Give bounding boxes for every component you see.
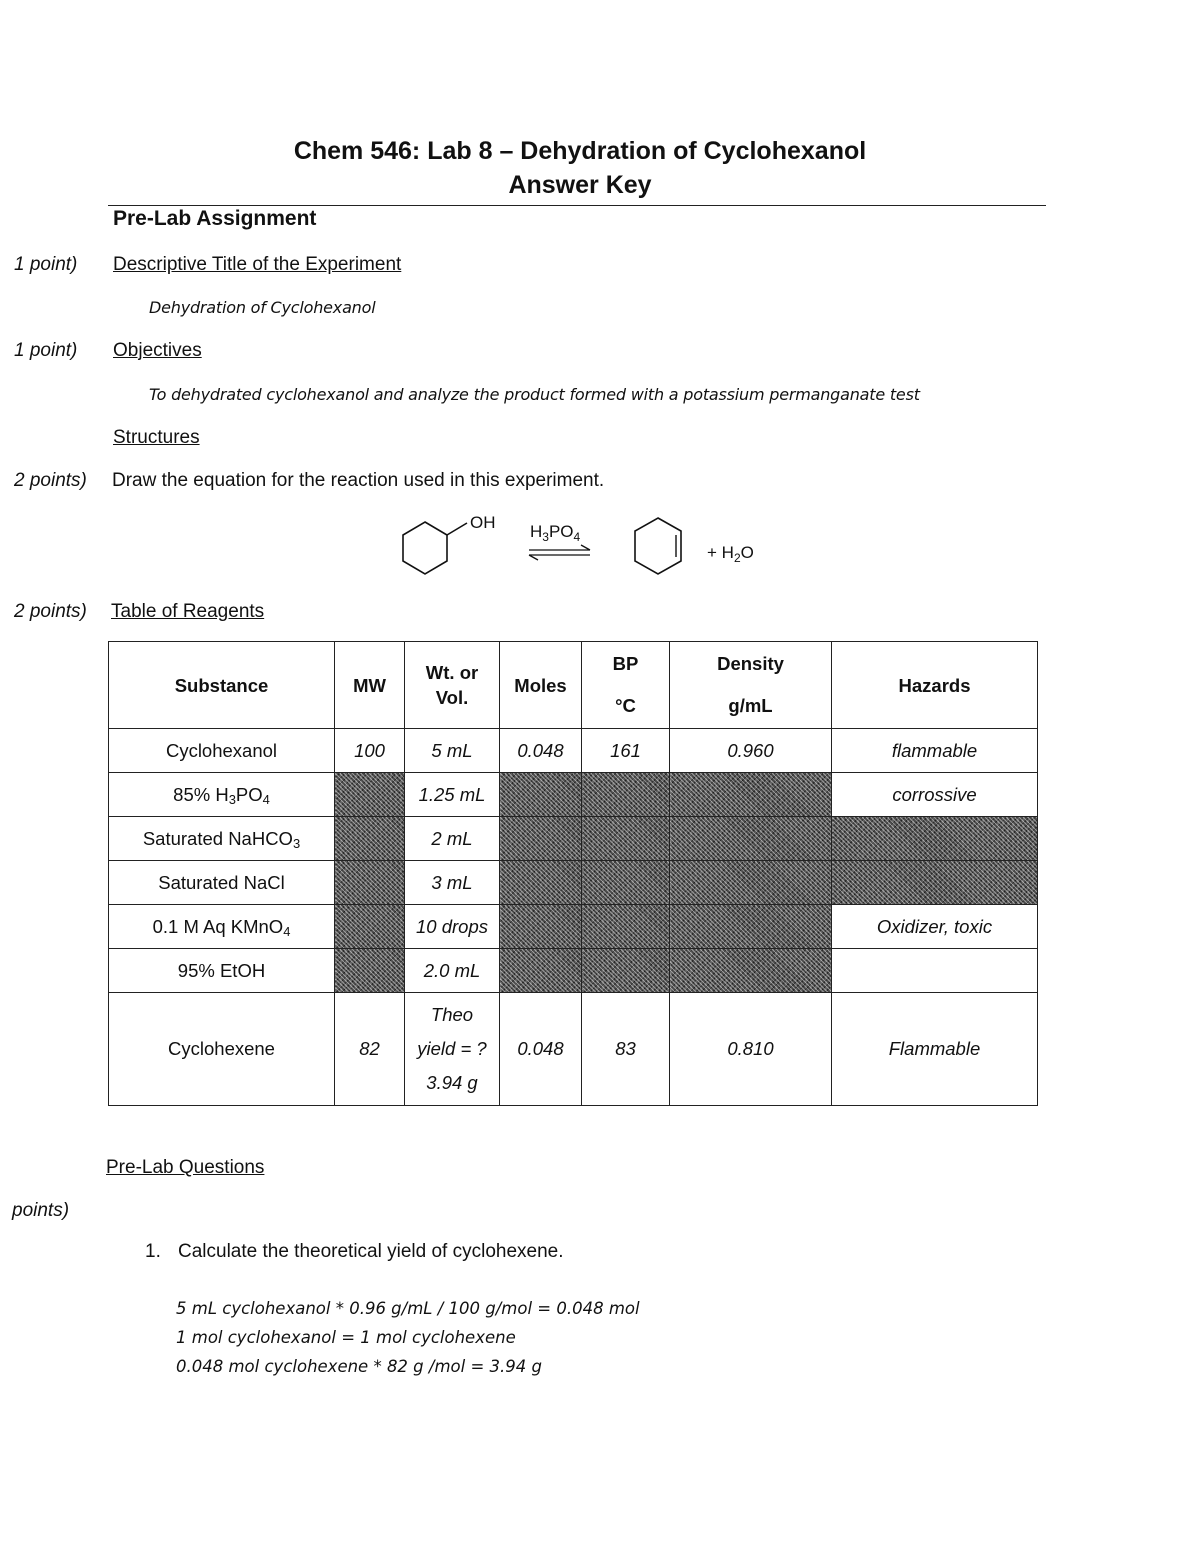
hazards-cell [832,949,1038,993]
reagents-table [108,641,1038,1106]
shaded-cell [582,773,670,817]
shaded-cell [670,817,832,861]
shaded-cell [500,949,582,993]
col-bp: BP °C [582,642,670,729]
questions-points: points) [12,1200,70,1221]
moles-cell: 0.048 [500,729,582,773]
col-substance: Substance [109,642,335,729]
shaded-cell [670,905,832,949]
table-row [109,949,1038,993]
shaded-cell [582,905,670,949]
wt-cell: 10 drops [405,905,500,949]
objectives-label: Objectives [113,340,202,361]
title-points: 1 point) [14,254,78,275]
catalyst-label: $H_3PO_4$ [530,522,581,544]
substance-cell: Cyclohexene [109,993,335,1106]
hazards-cell: Oxidizer, toxic [832,905,1038,949]
shaded-cell [500,905,582,949]
reagents-points: 2 points) [14,601,87,622]
table-row [109,861,1038,905]
equilibrium-arrow-head [581,545,590,550]
table-row [109,905,1038,949]
hazards-cell: Flammable [832,993,1038,1106]
water-byproduct: + $H_2O$ [707,543,754,565]
bp-cell: 161 [582,729,670,773]
shaded-cell [335,949,405,993]
col-wt-vol: Wt. or Vol. [405,642,500,729]
calc-line-2: 1 mol cyclohexanol = 1 mol cyclohexene [176,1328,516,1347]
shaded-cell [335,905,405,949]
moles-cell: 0.048 [500,993,582,1106]
col-hazards: Hazards [832,642,1038,729]
objectives-points: 1 point) [14,340,78,361]
col-density: Density g/mL [670,642,832,729]
shaded-cell [582,817,670,861]
shaded-cell [582,861,670,905]
table-row [109,817,1038,861]
shaded-cell [832,861,1038,905]
bp-cell: 83 [582,993,670,1106]
density-cell: 0.810 [670,993,832,1106]
substance-cell: 95% EtOH [109,949,335,993]
table-header-row [109,642,1038,729]
table-row [109,993,1038,1106]
page-title: Chem 546: Lab 8 – Dehydration of Cyclohexanol [293,137,867,165]
substance-cell: Saturated NaHCO$_3$ [109,817,335,861]
mw-cell: 82 [335,993,405,1106]
wt-cell: 3 mL [405,861,500,905]
col-moles: Moles [500,642,582,729]
questions-label: Pre-Lab Questions [106,1157,265,1178]
equilibrium-arrow-head-back [529,555,538,560]
page-subtitle: Answer Key [508,171,652,199]
shaded-cell [582,949,670,993]
oh-bond [447,523,467,535]
calc-line-1: 5 mL cyclohexanol * 0.96 g/mL / 100 g/mol = 0.048 mol [176,1299,640,1318]
reaction-scheme [395,505,795,585]
table-row [109,729,1038,773]
density-cell: 0.960 [670,729,832,773]
substance-cell: Saturated NaCl [109,861,335,905]
cyclohexene-ring [635,518,681,574]
shaded-cell [670,949,832,993]
oh-group-label: OH [470,513,496,532]
wt-cell: 2.0 mL [405,949,500,993]
cyclohexanol-ring [403,522,447,574]
structures-label: Structures [113,427,200,448]
objectives-answer: To dehydrated cyclohexanol and analyze the product formed with a potassium permanganate test [149,385,920,404]
shaded-cell [500,773,582,817]
wt-cell: Theo yield = ? 3.94 g [405,993,500,1106]
shaded-cell [500,861,582,905]
shaded-cell [500,817,582,861]
wt-cell: 5 mL [405,729,500,773]
shaded-cell [335,861,405,905]
hazards-cell: flammable [832,729,1038,773]
mw-cell: 100 [335,729,405,773]
wt-cell: 2 mL [405,817,500,861]
shaded-cell [335,817,405,861]
shaded-cell [670,861,832,905]
title-label: Descriptive Title of the Experiment [113,254,402,275]
header-rule [108,205,1046,206]
question-1-text: Calculate the theoretical yield of cyclohexene. [178,1241,564,1262]
calc-line-3: 0.048 mol cyclohexene * 82 g /mol = 3.94 g [176,1357,542,1376]
hazards-cell: corrossive [832,773,1038,817]
equation-points: 2 points) [14,470,87,491]
shaded-cell [832,817,1038,861]
question-1-number: 1. [145,1241,161,1262]
substance-cell: 85% $H_3PO_4$ [109,773,335,817]
substance-cell: Cyclohexanol [109,729,335,773]
col-mw: MW [335,642,405,729]
prelab-heading: Pre-Lab Assignment [113,207,317,230]
title-answer: Dehydration of Cyclohexanol [149,298,376,317]
reagents-label: Table of Reagents [111,601,265,622]
table-row [109,773,1038,817]
equation-prompt: Draw the equation for the reaction used in this experiment. [112,470,605,491]
wt-cell: 1.25 mL [405,773,500,817]
shaded-cell [335,773,405,817]
substance-cell: 0.1 M Aq KMnO$_4$ [109,905,335,949]
shaded-cell [670,773,832,817]
